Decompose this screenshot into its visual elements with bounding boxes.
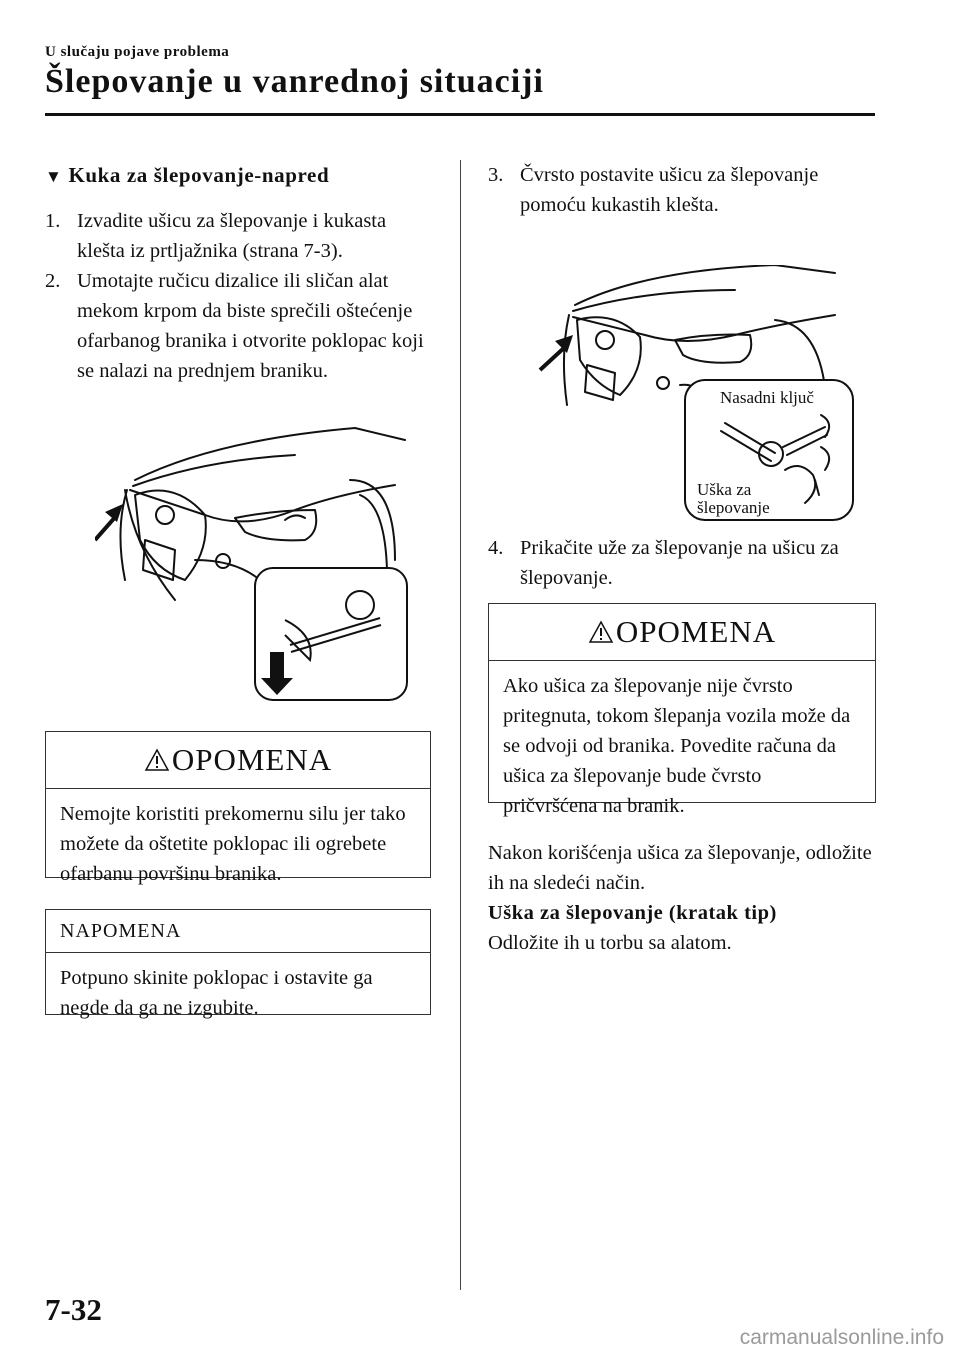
triangle-bullet-icon: ▼ [45, 167, 63, 186]
wrench-label: Nasadni ključ [720, 388, 814, 407]
step-text: Čvrsto postavite ušicu za šlepovanje pomoću kukastih klešta. [520, 164, 819, 216]
step-number: 3. [488, 164, 504, 186]
step-item [488, 160, 876, 220]
step-item [45, 266, 433, 386]
tow-eye-label-line1: Uška za [697, 480, 752, 499]
warning-title: OPOMENA [615, 614, 777, 649]
page-title: Šlepovanje u vanrednoj situaciji [45, 63, 544, 100]
warning-text: Nemojte koristiti prekomernu silu jer tako možete da oštetite poklopac ili ogrebete ofarbanu površinu branika. [60, 803, 406, 885]
warning-triangle-icon [144, 748, 170, 772]
step-text: Prikačite uže za šlepovanje na ušicu za šlepovanje. [520, 537, 839, 589]
note-box [45, 909, 431, 1019]
right-column-step4 [488, 533, 876, 593]
column-divider [460, 160, 461, 1290]
warning-box [45, 731, 431, 885]
tow-eye-label-line2: šlepovanje [697, 498, 770, 517]
wrench-tow-eye-illustration [535, 265, 865, 525]
note-text: Potpuno skinite poklopac i ostavite ga negde da ga ne izgubite. [60, 967, 373, 1019]
warning-header [46, 732, 430, 789]
left-column [45, 160, 433, 386]
step-number: 4. [488, 537, 504, 559]
warning-text: Ako ušica za šlepovanje nije čvrsto pritegnuta, tokom šlepanja vozila može da se odvoji od branika. Povedite računa da ušica za šlepovanje bude čvrsto pričvršćena na branik. [503, 675, 851, 817]
step-text: Umotajte ručicu dizalice ili sličan alat mekom krpom da biste sprečili oštećenje ofarbanog branika i otvorite poklopac koji se nalazi na prednjem braniku. [77, 270, 424, 382]
step-number: 1. [45, 210, 61, 232]
subheading [45, 160, 433, 192]
step-item [488, 533, 876, 593]
step-number: 2. [45, 270, 61, 292]
after-use-paragraph: Nakon korišćenja ušica za šlepovanje, odložite ih na sledeći način. [488, 842, 872, 894]
step-item [45, 206, 433, 266]
step-text: Izvadite ušicu za šlepovanje i kukasta klešta iz prtljažnika (strana 7-3). [77, 210, 387, 262]
warning-triangle-icon [588, 620, 614, 644]
right-column [488, 160, 876, 220]
subheading-text: Kuka za šlepovanje-napred [68, 163, 330, 187]
storage-instruction: Odložite ih u torbu sa alatom. [488, 932, 732, 954]
warning-title: OPOMENA [171, 742, 333, 777]
warning-box [488, 603, 876, 817]
tow-eye-type-heading: Uška za šlepovanje (kratak tip) [488, 902, 777, 924]
watermark: carmanualsonline.info [739, 1326, 944, 1349]
page-number: 7-32 [45, 1292, 102, 1327]
after-use-text [488, 838, 876, 958]
note-header: NAPOMENA [46, 910, 430, 953]
warning-header [489, 604, 875, 661]
title-rule [45, 113, 875, 116]
car-front-cover-illustration [95, 420, 415, 705]
section-label: U slučaju pojave problema [45, 44, 230, 60]
